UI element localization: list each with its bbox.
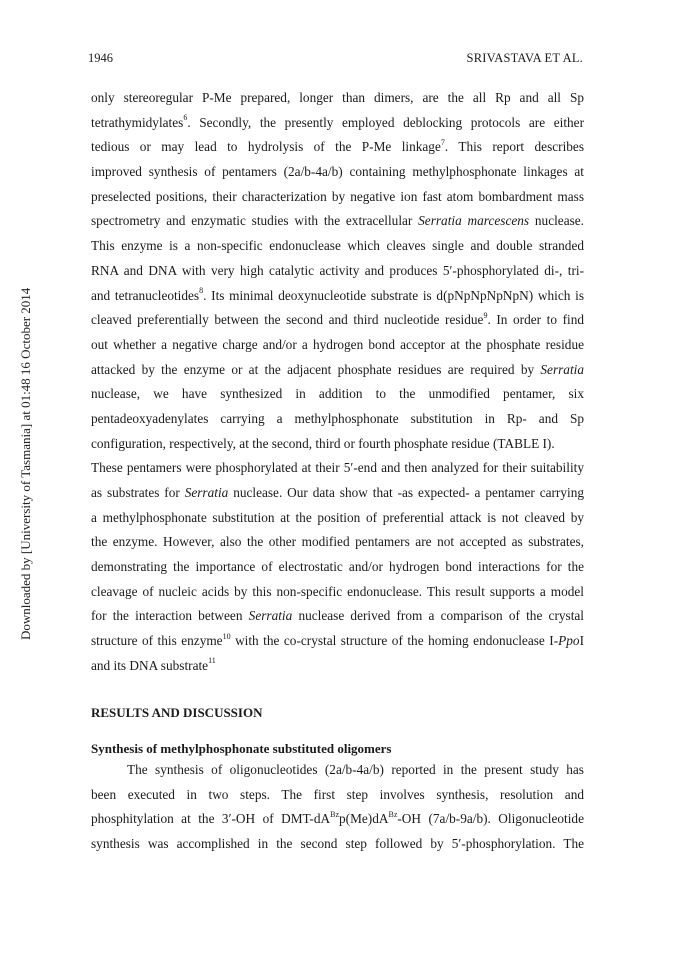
text-line: spectrometry and enzymatic studies with the extracellular Serratia marcescens nuclease.	[91, 213, 584, 229]
running-head: SRIVASTAVA ET AL.	[466, 51, 583, 65]
text-line: This enzyme is a non-specific endonuclease which cleaves single and double stranded	[91, 238, 584, 254]
citation: 11	[208, 656, 216, 666]
text-line: structure of this enzyme$^{10}$ with the co-crystal structure of the homing endonuclease I-PpoI	[91, 631, 584, 649]
section-heading: RESULTS AND DISCUSSION	[91, 705, 263, 720]
citation: 10	[222, 631, 231, 641]
text-line: configuration, respectively, at the second, third or fourth phosphate residue (TABLE I).	[91, 435, 555, 451]
download-watermark: Downloaded by [University of Tasmania] at 01:48 16 October 2014	[18, 287, 33, 640]
text-line: nuclease, we have synthesized in addition to the unmodified pentamer, six	[91, 386, 584, 402]
text-line: as substrates for Serratia nuclease. Our data show that -as expected- a pentamer carrying	[91, 485, 584, 500]
citation: 6	[183, 113, 188, 123]
text-line: improved synthesis of pentamers (2a/b-4a/b) containing methylphosphonate linkages at	[91, 164, 584, 180]
text-line: preselected positions, their characterization by negative ion fast atom bombardment mass	[91, 188, 584, 204]
text-line: the enzyme. However, also the other modified pentamers are not accepted as substrates,	[91, 534, 584, 550]
paragraph-1	[91, 86, 584, 679]
text-line: and tetranucleotides$^8$. Its minimal deoxynucleotide substrate is d(pNpNpNpNpN) which is	[91, 286, 585, 303]
page-number: 1946	[88, 51, 113, 65]
text-line: These pentamers were phosphorylated at their 5′-end and then analyzed for their suitability	[91, 460, 584, 476]
text-line: synthesis was accomplished in the second step followed by 5′-phosphorylation. The	[91, 836, 584, 852]
text-line: been executed in two steps. The first step involves synthesis, resolution and	[91, 786, 584, 802]
text-line: cleaved preferentially between the second and third nucleotide residue$^9$. In order to find	[91, 310, 584, 328]
subsection-heading: Synthesis of methylphosphonate substituted oligomers	[91, 741, 392, 756]
paragraph-2	[91, 758, 584, 857]
text-line: only stereoregular P-Me prepared, longer than dimers, are the all Rp and all Sp	[91, 90, 584, 105]
text-line: a methylphosphonate substitution at the position of preferential attack is not cleaved by	[91, 509, 584, 525]
text-line: cleavage of nucleic acids by this non-specific endonuclease. This result supports a model	[91, 583, 584, 599]
text-line: out whether a negative charge and/or a hydrogen bond acceptor at the phosphate residue	[91, 336, 584, 352]
citation: 7	[440, 137, 445, 147]
superscript: Bz	[388, 809, 398, 819]
text-line: for the interaction between Serratia nuclease derived from a comparison of the crystal	[91, 608, 584, 624]
text-line: attacked by the enzyme or at the adjacent phosphate residues are required by Serratia	[91, 361, 584, 377]
text-line: pentadeoxyadenylates carrying a methylphosphonate substitution in Rp- and Sp	[91, 410, 584, 426]
text-line: RNA and DNA with very high catalytic activity and produces 5′-phosphorylated di-, tri-	[91, 262, 584, 278]
citation: 8	[199, 286, 204, 296]
text-line: phosphitylation at the 3′-OH of DMT-$dA^{Bz}p(Me)dA^{Bz}-OH$ (7a/b-9a/b). Oligonucleotide	[91, 809, 584, 827]
citation: 9	[483, 310, 488, 320]
text-line: tetrathymidylates$^6$. Secondly, the presently employed deblocking protocols are either	[91, 113, 584, 130]
text-line: The synthesis of oligonucleotides (2a/b-4a/b) reported in the present study has	[127, 762, 584, 777]
text-line: and its DNA substrate$^{11}$	[91, 656, 216, 673]
superscript: Bz	[330, 809, 339, 819]
text-line: tedious or may lead to hydrolysis of the P-Me linkage$^7$. This report describes	[91, 137, 584, 155]
text-line: demonstrating the importance of electrostatic and/or hydrogen bond interactions for the	[91, 559, 584, 575]
